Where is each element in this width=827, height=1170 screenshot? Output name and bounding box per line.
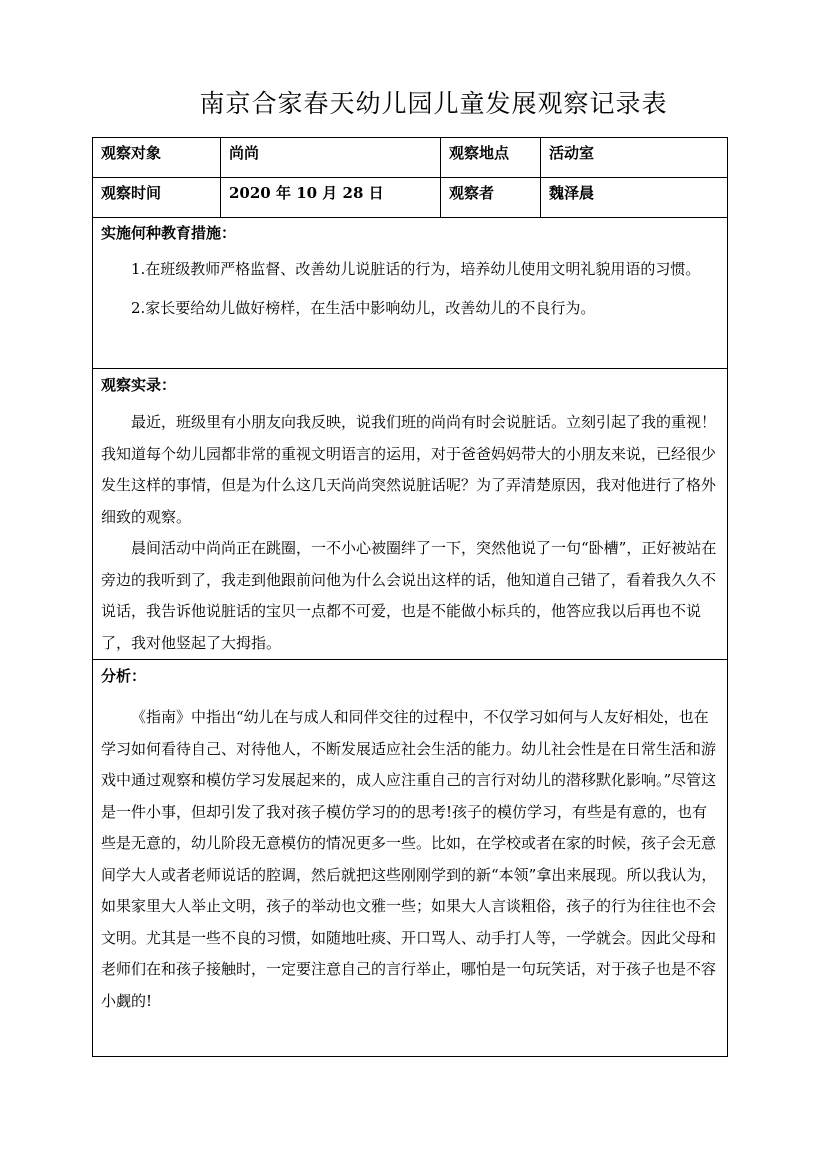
subject-value: 尚尚 (221, 138, 441, 178)
subject-label: 观察对象 (93, 138, 221, 178)
measure-item: 1.在班级教师严格监督、改善幼儿说脏话的行为，培养幼儿使用文明礼貌用语的习惯。 (131, 260, 701, 278)
record-section (93, 369, 728, 660)
measures-section (93, 218, 728, 369)
analysis-row (93, 660, 728, 1057)
analysis-paragraph: 《指南》中指出“幼儿在与成人和同伴交往的过程中，不仅学习如何与人友好相处，也在学习如何看待自己、对待他人，不断发展适应社会生活的能力。幼儿社会性是在日常生活和游戏中通过观察和模仿学习发展起来的，成人应注重自己的言行对幼儿的潜移默化影响。”尽管这是一件小事，但却引发了我对孩子模仿学习的的思考!孩子的模仿学习，有些是有意的，也有些是无意的，幼儿阶段无意模仿的情况更多一些。比如，在学校或者在家的时候，孩子会无意间学大人或者老师说话的腔调，然后就把这些刚刚学到的新“本领”拿出来展现。所以我认为，如果家里大人举止文明，孩子的举动也文雅一些；如果大人言谈粗俗，孩子的行为往往也不会文明。尤其是一些不良的习惯，如随地吐痰、开口骂人、动手打人等，一学就会。因此父母和老师们在和孩子接触时，一定要注意自己的言行举止，哪怕是一句玩笑话，对于孩子也是不容小觑的! (101, 708, 717, 1010)
record-paragraph: 最近，班级里有小朋友向我反映，说我们班的尚尚有时会说脏话。立刻引起了我的重视！我知道每个幼儿园都非常的重视文明语言的运用，对于爸爸妈妈带大的小朋友来说，已经很少发生这样的事情，但是为什么这几天尚尚突然说脏话呢？为了弄清楚原因，我对他进行了格外细致的观察。 (101, 413, 717, 526)
measures-row (93, 218, 728, 369)
document-title: 南京合家春天幼儿园儿童发展观察记录表 (199, 89, 668, 118)
observer-value: 魏泽晨 (541, 178, 728, 218)
header-row-1 (93, 138, 728, 178)
observer-label: 观察者 (441, 178, 541, 218)
record-paragraph: 晨间活动中尚尚正在跳圈，一不小心被圈绊了一下，突然他说了一句“卧槽”，正好被站在旁边的我听到了，我走到他跟前问他为什么会说出这样的话，他知道自己错了，看着我久久不说话，我告诉他说脏话的宝贝一点都不可爱，也是不能做小标兵的，他答应我以后再也不说了，我对他竖起了大拇指。 (101, 539, 717, 652)
location-label: 观察地点 (441, 138, 541, 178)
record-title: 观察实录： (101, 376, 177, 394)
observation-record-table (92, 137, 728, 1057)
record-row (93, 369, 728, 660)
analysis-section (93, 660, 728, 1057)
analysis-title: 分析： (101, 667, 147, 685)
measures-title: 实施何种教育措施： (101, 224, 237, 242)
location-value: 活动室 (541, 138, 728, 178)
header-row-2 (93, 178, 728, 218)
time-value: 2020 年 10 月 28 日 (221, 178, 441, 218)
time-label: 观察时间 (93, 178, 221, 218)
measure-item: 2.家长要给幼儿做好榜样，在生活中影响幼儿，改善幼儿的不良行为。 (131, 299, 596, 317)
